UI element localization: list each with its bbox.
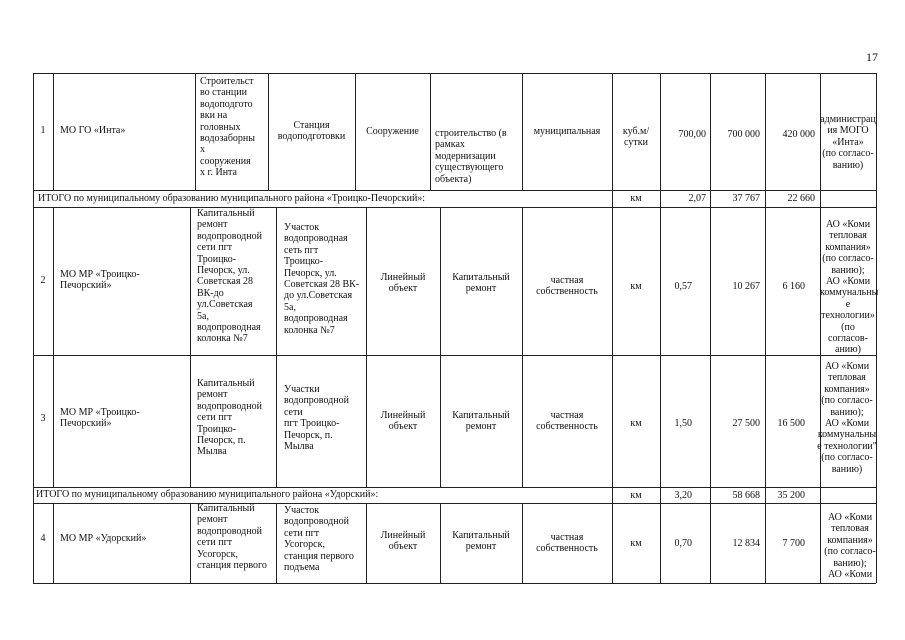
municipality-cell: МО ГО «Инта» [60,125,126,136]
responsible-cell: АО «Коми тепловая компания» (по согласо- ванию); АО «Коми коммунальны е технологии" (по согласо- ванию) [817,361,877,475]
unit-cell: км [630,281,642,292]
table-rule [765,73,766,583]
facility-cell: Участки водопроводной сети пгт Троицко- Печорск, п. Мылва [284,384,349,453]
table-rule [612,73,613,583]
value-cell: 58 668 [732,490,760,501]
value-cell: 37 767 [732,193,760,204]
ownership-cell: частная собственность [536,532,598,555]
row-number-cell: 2 [40,275,46,286]
value-cell: 27 500 [732,418,760,429]
work-kind-cell: Капитальный ремонт [452,530,510,553]
value-cell: 420 000 [782,129,815,140]
value-cell: 6 160 [782,281,805,292]
table-rule [33,583,876,584]
table-rule [876,73,877,583]
table-rule [33,503,876,504]
table-rule [33,73,34,583]
table-rule [33,487,876,488]
ownership-cell: муниципальная [533,126,601,137]
object-name-cell: Капитальный ремонт водопроводной сети пгт Троицко- Печорск, ул. Советская 28 ВК-до ул.Советская 5а, водопроводная колонка №7 [197,208,262,345]
table-rule [190,207,191,487]
object-type-cell: Линейный объект [380,272,426,295]
table-rule [33,207,876,208]
municipality-cell: МО МР «Троицко- Печорский» [60,407,140,430]
value-cell: 16 500 [777,418,805,429]
unit-cell: км [630,490,642,501]
facility-cell: Участок водопроводная сеть пгт Троицко- Печорск, ул. Советская 28 ВК- до ул.Советская 5а, водопроводная колонка №7 [284,222,360,336]
object-type-cell: Линейный объект [380,530,426,553]
total-label: ИТОГО по муниципальному образованию муниципального района «Удорский»: [36,489,379,500]
total-label: ИТОГО по муниципальному образованию муниципального района «Троицко-Печорский»: [38,193,426,204]
object-type-cell: Сооружение [366,126,419,137]
table-rule [33,190,876,191]
value-cell: 7 700 [782,538,805,549]
table-rule [276,207,277,487]
ownership-cell: частная собственность [536,275,598,298]
facility-cell: Станция водоподготовки [277,120,346,143]
work-kind-cell: Капитальный ремонт [452,272,510,295]
ownership-cell: частная собственность [536,410,598,433]
work-kind-cell: строительство (в рамках модернизации существующего объекта) [435,128,507,185]
object-name-cell: Капитальный ремонт водопроводной сети пгт Троицко- Печорск, п. Мылва [197,378,262,458]
responsible-cell: АО «Коми тепловая компания» (по согласо- ванию); АО «Коми коммунальны е технологии» (по согласов- анию) [820,219,879,356]
value-cell: 12 834 [732,538,760,549]
table-rule [660,73,661,583]
responsible-cell: АО «Коми тепловая компания» (по согласо- ванию); АО «Коми [824,512,876,581]
value-cell: 22 660 [787,193,815,204]
row-number-cell: 4 [40,533,46,544]
value-cell: 0,57 [674,281,692,292]
table-rule [430,73,431,190]
responsible-cell: администрац ия МОГО «Инта» (по согласо- ванию) [820,114,876,171]
unit-cell: куб.м/ сутки [622,126,650,149]
table-rule [33,355,876,356]
table-rule [195,73,196,190]
value-cell: 2,07 [688,193,706,204]
object-type-cell: Линейный объект [380,410,426,433]
object-name-cell: Строительст во станции водоподгото вки на головных водозаборны х сооружения х г. Инта [200,76,255,179]
table-rule [522,207,523,487]
value-cell: 35 200 [777,490,805,501]
table-rule [53,207,54,487]
value-cell: 700 000 [727,129,760,140]
table-rule [53,503,54,583]
work-kind-cell: Капитальный ремонт [452,410,510,433]
table-rule [190,503,191,583]
municipality-cell: МО МР «Троицко- Печорский» [60,269,140,292]
table-rule [33,73,876,74]
value-cell: 3,20 [674,490,692,501]
facility-cell: Участок водопроводной сети пгт Усогорск, станция первого подъема [284,505,354,574]
unit-cell: км [630,538,642,549]
value-cell: 10 267 [732,281,760,292]
value-cell: 0,70 [674,538,692,549]
value-cell: 1,50 [674,418,692,429]
table-rule [53,73,54,190]
unit-cell: км [630,193,642,204]
page-number: 17 [866,50,878,64]
value-cell: 700,00 [678,129,706,140]
table-rule [366,207,367,487]
municipality-cell: МО МР «Удорский» [60,533,147,544]
table-rule [440,207,441,487]
row-number-cell: 1 [40,125,46,136]
table-rule [276,503,277,583]
object-name-cell: Капитальный ремонт водопроводной сети пгт Усогорск, станция первого [197,503,267,572]
table-rule [710,73,711,583]
row-number-cell: 3 [40,413,46,424]
unit-cell: км [630,418,642,429]
